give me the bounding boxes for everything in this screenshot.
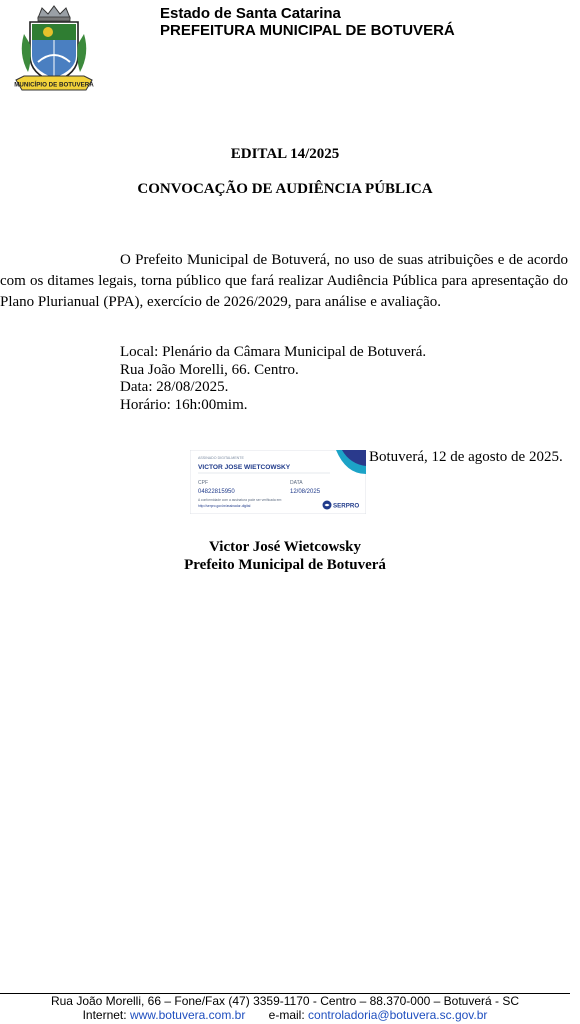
stamp-cpf-value: 04822815950 <box>198 489 235 495</box>
event-location: Local: Plenário da Câmara Municipal de Botuverá. <box>120 344 427 360</box>
event-address: Rua João Morelli, 66. Centro. <box>120 362 299 378</box>
stamp-brand: SERPRO <box>333 502 360 510</box>
crest-banner-text: MUNICÍPIO DE BOTUVERÁ <box>14 81 94 89</box>
edital-title: CONVOCAÇÃO DE AUDIÊNCIA PÚBLICA <box>137 181 433 197</box>
stamp-verify-url: http://serpro.gov.br/assinador-digital <box>198 504 251 508</box>
event-time: Horário: 16h:00mim. <box>120 397 248 413</box>
email-link[interactable]: controladoria@botuvera.sc.gov.br <box>308 1008 488 1022</box>
body-paragraph: O Prefeito Municipal de Botuverá, no uso de suas atribuições e de acordo com os ditames legais, torna público que fará realizar Audiência Pública para apresentação do Plano Plurianual (PPA), exercício de 2026/2029, para análise e avaliação. <box>0 252 568 310</box>
stamp-cpf-label: CPF <box>198 480 208 486</box>
email-label: e-mail: <box>268 1008 305 1022</box>
edital-number: EDITAL 14/2025 <box>230 146 340 162</box>
footer-contacts <box>0 1008 570 1023</box>
place-and-date: Botuverá, 12 de agosto de 2025. <box>369 449 563 465</box>
stamp-note: A conformidade com a assinatura pode ser verificada em: <box>198 498 283 502</box>
prefecture-name: PREFEITURA MUNICIPAL DE BOTUVERÁ <box>160 22 455 39</box>
website-link[interactable]: www.botuvera.com.br <box>129 1008 246 1022</box>
footer-address: Rua João Morelli, 66 – Fone/Fax (47) 3359-1170 - Centro – 88.370-000 – Botuverá - SC <box>50 994 520 1008</box>
event-date: Data: 28/08/2025. <box>120 379 229 395</box>
signer-role: Prefeito Municipal de Botuverá <box>184 557 386 573</box>
internet-label: Internet: <box>82 1008 127 1022</box>
stamp-date-label: DATA <box>290 480 303 486</box>
signer-name: Victor José Wietcowsky <box>209 539 361 555</box>
state-name: Estado de Santa Catarina <box>160 5 341 22</box>
stamp-name: VICTOR JOSE WIETCOWSKY <box>198 464 291 471</box>
digital-signature-stamp <box>190 450 366 514</box>
stamp-header: ASSINADO DIGITALMENTE <box>198 456 244 460</box>
stamp-date-value: 12/08/2025 <box>290 489 321 495</box>
municipal-crest-logo <box>14 4 94 98</box>
